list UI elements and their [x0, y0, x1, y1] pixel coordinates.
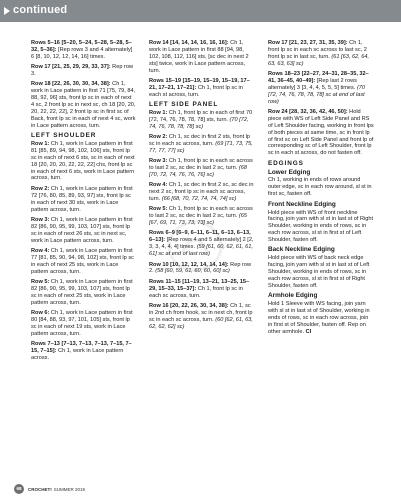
stitch-count: (60 [62, 61, 63, 62, 62, 62] sc) [149, 316, 253, 330]
row-label: Row 1: [149, 109, 168, 116]
instruction-paragraph [31, 81, 136, 129]
stitch-count: (59 [61, 60, 62, 61, 61, 61] sc at end of last row) [149, 244, 253, 258]
row-label: Rows 18–23 [22–27, 24–31, 28–35, 32–41, 36–45, 40–49]: [268, 71, 369, 84]
instruction-paragraph [31, 64, 136, 78]
stitch-count: (69 [71, 73, 75, 77, 77, 77] sc) [149, 140, 253, 154]
magazine-brand: CROCHET! [28, 486, 52, 492]
row-text: Ch 1, work in Lace pattern in first 72 [76, 80, 85, 89, 93, 97] sts, front lp sc in each of next 30 sts, work in Lace pattern across, turn. [31, 185, 133, 213]
row-label: Rows 15–19 [15–19, 15–19, 15–19, 17–21, 17–21, 17–21]: [149, 77, 250, 91]
row-label: Row 3: [31, 216, 50, 223]
instruction-paragraph [149, 303, 254, 331]
row-text: Hold piece with WS of Left Side Panel and RS of Left Shoulder facing, working in front lps of both pieces at same time, sc in front lp of first sc on Left Side Panel and front lp of corresponding sc of Left Shoulder, front lp sc in each st across, do not fasten off. [268, 108, 374, 157]
row-label: Row 4: [149, 182, 168, 189]
row-label: Rows 6–9 [6–9, 6–11, 6–11, 6–13, 6–13, 6–13]: [149, 230, 251, 244]
row-text: Ch 1, work in Lace pattern in first 82 [86, 90, 95, 99, 103, 107] sts, front lp sc in each of next 25 sts, work in Lace pattern across, turn. [31, 278, 133, 306]
section-heading-left-side-panel: LEFT SIDE PANEL [149, 101, 219, 109]
row-label: Row 6: [31, 309, 50, 316]
issue-label: SUMMER 2019 [53, 486, 86, 492]
row-text: Ch 1, sc dec in first 2 sc, sc dec in next 2 sc, front lp sc in each sc across, turn. [149, 182, 254, 203]
section-heading-edgings: EDGINGS [268, 159, 304, 167]
row-label: Row 5: [149, 206, 168, 213]
row-text: [Rep last 2 rows alternately] 3 [3, 4, 4, 5, 5, 5] times. [268, 77, 357, 91]
row-text: Ch 1, work in Lace pattern in first 77 [81, 85, 90, 94, 98, 102] sts, front lp sc in each of next 25 sts, work in Lace pattern across, turn. [31, 247, 134, 275]
row-text: Ch 1, front lp sc in each sc across to last 2 sc, sc dec in last 2 sc, turn. [149, 206, 253, 220]
instruction-paragraph [31, 141, 136, 182]
row-text: Ch 1, front lp sc in each sc across to last sc, 2 front lp sc in last sc, turn. [268, 40, 367, 60]
row-label: Row 24 [28, 32, 36, 42, 46, 50]: [268, 108, 348, 115]
row-text: [Rep rows 4 and 5 alternately] 2 [2, 3, 3, 4, 4, 4] times. [149, 237, 254, 251]
instruction-paragraph [149, 40, 254, 75]
instruction-paragraph [149, 134, 254, 155]
instruction-paragraph [149, 230, 254, 258]
instruction-paragraph [149, 279, 254, 300]
instruction-paragraph [31, 341, 136, 362]
instruction-paragraph [31, 279, 136, 307]
instruction-paragraph [31, 217, 136, 245]
column-1 [31, 40, 136, 365]
stitch-count: (61 [63, 62, 64, 63, 63, 63] sc) [268, 53, 370, 67]
row-text: Ch 1, work in Lace pattern in first 80 [84, 88, 93, 97, 101, 105] sts, front lp sc in each of next 19 sts, work in Lace pattern across, turn. [31, 309, 133, 337]
instruction-paragraph [268, 71, 374, 106]
row-text: Ch 1, sc in 2nd ch from hook, sc in next ch, front lp sc in each sc across, turn. [149, 302, 253, 323]
row-label: Row 1: [31, 140, 50, 147]
instruction-paragraph [149, 206, 254, 227]
row-label: Row 2: [31, 185, 50, 192]
instruction-paragraph [149, 110, 254, 131]
subheading-front-neckline-edging: Front Neckline Edging [268, 200, 336, 208]
row-text: Ch 1, front lp sc in each st across, turn. [149, 84, 243, 98]
row-text: Rep row 2. [149, 261, 251, 275]
row-label: Row 10 [10, 12, 12, 14, 14, 14]: [149, 261, 229, 268]
stitch-count: (65 [67, 69, 71, 73, 73, 73] sc) [149, 213, 247, 227]
row-text: Ch 1, work in Lace pattern in first 88 [94, 98, 102, 108, 112, 116] sts, [sc dec in next 2 sts] twice, work in Lace pattern across, turn. [149, 40, 249, 74]
stitch-count: (58 [60, 59, 61, 60, 60, 60] sc) [155, 268, 230, 275]
row-label: Rows 5–16 [5–20, 5–24, 5–28, 5–28, 5–32, 5–36]: [31, 40, 132, 53]
instruction-paragraph: Hold piece with WS of back neck edge facing, join yarn with sl st in last st of Left Shoulder, working in ends of rows, sc in each row across, sl st in first st of Right Shoulder, fasten off. [268, 255, 370, 289]
stitch-count: (70 [72, 74, 76, 78, 78, 78] sc at end of last row) [268, 84, 366, 105]
section-heading-left-shoulder: LEFT SHOULDER [31, 132, 97, 140]
row-label: Row 2: [149, 134, 168, 141]
row-label: Rows 11–15 [11–19, 13–21, 13–25, 15–29, 15–33, 15–37]: [149, 278, 250, 292]
instruction-paragraph [149, 158, 254, 179]
instruction-paragraph [31, 40, 136, 61]
instruction-paragraph: Hold piece with WS of front neckline facing, join yarn with sl st in last st of Right Shoulder, working in ends of rows, sc in each row across, sl st in first st of Left Shoulder, fasten off. [268, 209, 374, 244]
subheading-armhole-edging: Armhole Edging [268, 292, 318, 300]
row-label: Row 17 [21, 25, 29, 29, 33, 37]: [31, 64, 111, 71]
instruction-paragraph [31, 310, 136, 338]
stitch-count: (70 [72, 74, 76, 78, 78, 78] sc) [149, 116, 249, 130]
row-label: Row 16 [20, 22, 26, 30, 34, 38]: [149, 302, 229, 309]
row-text: Ch 1, sc dec in first 2 sts, front lp sc in each sc across, turn. [149, 134, 251, 147]
triangle-arrow-icon [4, 7, 10, 15]
stitch-count: (66 [68, 70, 72, 74, 74, 74] sc) [161, 196, 237, 203]
stitch-count: (68 [70, 72, 74, 76, 76, 76] sc) [149, 165, 247, 178]
subheading-lower-edging: Lower Edging [268, 168, 311, 176]
row-label: Rows 7–13 [7–13, 7–13, 7–13, 7–15, 7–15, 7–15]: [31, 340, 132, 354]
instruction-paragraph [31, 248, 136, 276]
row-text: Ch 1, front lp sc in each of first 70 [72, 74, 76, 78, 78, 78] sts, turn. [149, 109, 253, 123]
row-text: Ch 1, work in Lace pattern in first 71 [75, 79, 84, 88, 92, 96] sts, front lp sc in each of next 4 sc, 2 front lp sc in next sc, ch 18 [20, 20, 20, 22, 22, 22], 2 front lp sc in first sc of Back, front lp sc in each of next 4 sc, work in Lace pattern across, turn. [31, 81, 136, 129]
row-label: Row 14 [14, 14, 14, 16, 16, 16]: [149, 40, 229, 46]
instruction-paragraph [149, 78, 254, 99]
instruction-paragraph [268, 40, 374, 68]
row-label: Row 5: [31, 278, 50, 285]
row-text: Rep row 3. [31, 64, 133, 78]
instruction-paragraph [268, 301, 374, 336]
instruction-paragraph [149, 182, 254, 203]
row-text: Ch 1, work in Lace pattern in first 81 [85, 89, 94, 98, 102, 106] sts, front lp sc in each of next 6 sts, sc in each of next 18 [20, 20, 20, 22, 22, 22] chs, front lp sc in each of next 6 sts, work in Lace pattern across, turn. [31, 140, 135, 182]
row-text: Ch 1, work in Lace pattern in first 82 [86, 90, 95, 99, 103, 107] sts, front lp sc in each of next 26 sts, sc in next sc, work in Lace pattern across, turn. [31, 216, 133, 244]
instruction-paragraph [149, 262, 254, 276]
section-header-bar [0, 0, 401, 22]
row-text: Hold 1 Sleeve with WS facing, join yarn with sl st in last st of Shoulder, working in ends of rows, sc in each row across, join in first st of Shoulder, fasten off. Rep on other armhole. [268, 301, 370, 335]
subheading-back-neckline-edging: Back Neckline Edging [268, 246, 335, 254]
row-label: Row 18 [22, 26, 30, 30, 34, 38]: [31, 81, 111, 88]
row-text: Ch 1, front lp sc in each sc across to last 2 sc, sc dec in last 2 sc, turn. [149, 158, 253, 172]
row-label: Row 3: [149, 158, 168, 165]
row-text: [Rep rows 3 and 4 alternately] 6 [8, 10, 12, 12, 14, 16] times. [31, 46, 133, 60]
instruction-paragraph [268, 109, 374, 157]
page-footer [14, 484, 85, 494]
instruction-paragraph [31, 186, 136, 214]
page-number: 68 [14, 484, 24, 494]
row-label: Row 4: [31, 247, 50, 254]
section-title: continued [13, 4, 68, 16]
row-text: Ch 1, work in Lace pattern across. [31, 347, 124, 361]
row-text: Ch 1, front lp sc in each sc across, turn. [149, 285, 243, 299]
column-2 [149, 40, 254, 334]
instruction-paragraph: Ch 1, working in ends of rows around outer edge, sc in each row around, sl st in first sc, fasten off. [268, 177, 372, 198]
row-label: Row 17 [21, 23, 27, 31, 35, 39]: [268, 40, 348, 46]
column-3 [268, 40, 374, 339]
end-mark: CI [305, 328, 312, 335]
